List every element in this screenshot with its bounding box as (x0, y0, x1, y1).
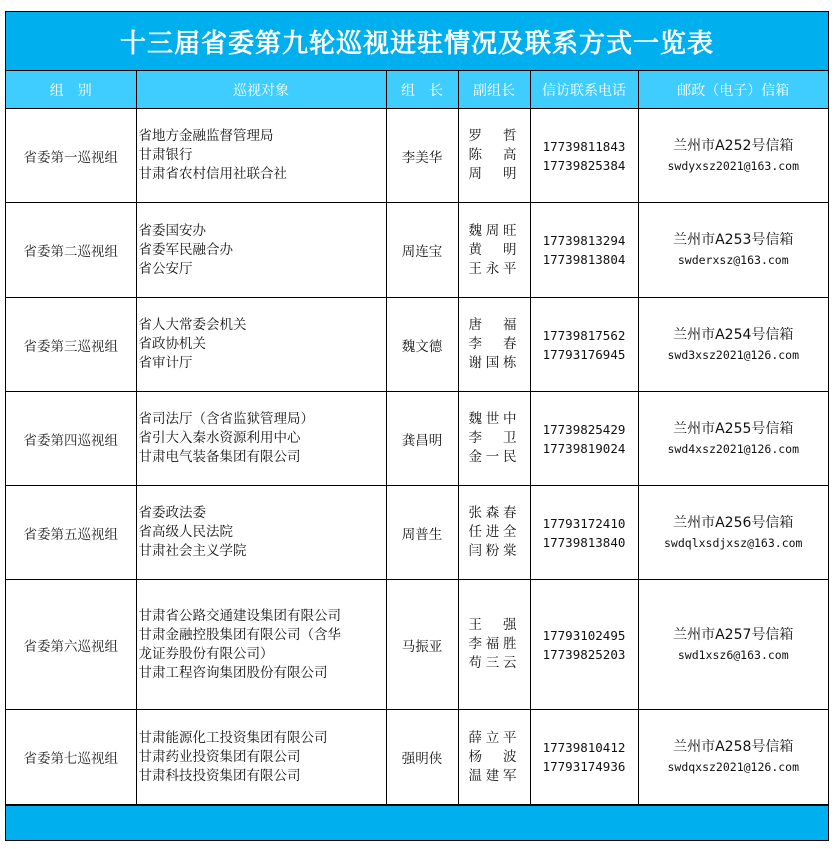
deputy-name: 李卫 (468, 430, 517, 446)
postbox-address: 兰州市A252号信箱 (673, 137, 794, 154)
mailbox-cell (638, 203, 828, 298)
deputy-name: 周明 (468, 166, 517, 182)
mailbox-cell (638, 392, 828, 486)
deputy-name: 任进全 (468, 524, 517, 540)
target-org: 省审计厅 (138, 355, 193, 371)
email-address: swdqxsz2021@126.com (667, 760, 800, 774)
targets-cell (136, 392, 386, 486)
email-address: swd3xsz2021@126.com (667, 347, 800, 362)
deputy-name: 金一民 (468, 449, 517, 465)
mailbox-cell (638, 486, 828, 580)
mailbox-cell (638, 580, 828, 710)
target-org: 甘肃省公路交通建设集团有限公司 (138, 607, 341, 624)
targets-cell (136, 580, 386, 710)
col-header-deputies: 副组长 (458, 71, 530, 109)
group-name: 省委第二巡视组 (23, 244, 118, 260)
email-address: swdqlxsdjxsz@163.com (664, 535, 803, 550)
deputy-name: 张森春 (468, 505, 517, 521)
mailbox-cell (638, 298, 828, 392)
leader-name: 魏文德 (401, 338, 443, 355)
target-org: 省人大常委会机关 (138, 317, 247, 333)
target-org: 甘肃金融控股集团有限公司（含华 (138, 626, 341, 643)
group-name: 省委第五巡视组 (23, 526, 118, 543)
col-header-targets: 巡视对象 (136, 71, 386, 109)
phones-cell (530, 710, 638, 805)
deputies-cell (458, 486, 530, 580)
deputy-name: 闫粉棠 (468, 543, 517, 559)
leader-cell (386, 486, 458, 580)
phone-number: 17793172410 (542, 515, 626, 531)
table-row (6, 203, 828, 298)
phone-number: 17793102495 (542, 627, 626, 643)
group-name-cell (6, 710, 136, 805)
table-footer-band (6, 805, 828, 840)
phone-number: 17739813804 (542, 252, 626, 267)
target-org: 省司法厅（含省监狱管理局） (138, 411, 314, 427)
postbox-address: 兰州市A254号信箱 (673, 326, 794, 343)
table-row (6, 392, 828, 486)
leader-cell (386, 203, 458, 298)
group-name-cell (6, 298, 136, 392)
phones-cell (530, 486, 638, 580)
col-header-mailbox: 邮政（电子）信箱 (638, 71, 828, 109)
postbox-address: 兰州市A257号信箱 (673, 626, 794, 643)
target-org: 甘肃社会主义学院 (138, 543, 247, 559)
table-row (6, 109, 828, 203)
target-org: 省引大入秦水资源利用中心 (138, 430, 301, 446)
postbox-address: 兰州市A253号信箱 (673, 232, 794, 248)
deputy-name: 杨波 (468, 748, 517, 765)
group-name: 省委第七巡视组 (23, 751, 118, 767)
target-org: 甘肃药业投资集团有限公司 (138, 748, 301, 765)
phone-number: 17739825429 (542, 421, 626, 437)
phone-number: 17739819024 (542, 440, 626, 456)
targets-cell (136, 486, 386, 580)
phone-number: 17793174936 (542, 759, 626, 774)
group-name: 省委第六巡视组 (23, 638, 118, 655)
mailbox-cell (638, 109, 828, 203)
email-address: swdyxsz2021@163.com (667, 158, 800, 173)
email-address: swderxsz@163.com (677, 253, 789, 267)
phone-number: 17739813840 (542, 534, 626, 550)
deputies-cell (458, 109, 530, 203)
table-row (6, 486, 828, 580)
leader-cell (386, 109, 458, 203)
leader-name: 强明侠 (401, 751, 443, 767)
targets-cell (136, 109, 386, 203)
group-name: 省委第一巡视组 (23, 149, 118, 166)
deputy-name: 李福胜 (468, 636, 517, 652)
target-org: 龙证券股份有限公司） (138, 645, 274, 662)
deputy-name: 罗哲 (468, 128, 517, 144)
page-title: 十三届省委第九轮巡视进驻情况及联系方式一览表 (6, 12, 828, 71)
deputy-name: 唐福 (468, 317, 517, 333)
leader-name: 周连宝 (401, 244, 443, 260)
targets-cell (136, 298, 386, 392)
phone-number: 17739825384 (542, 157, 626, 173)
col-header-group: 组 别 (6, 71, 136, 109)
deputy-name: 李春 (468, 336, 517, 352)
mailbox-cell (638, 710, 828, 805)
inspection-table-sheet (5, 11, 829, 841)
deputy-name: 魏世中 (468, 411, 517, 427)
target-org: 省委国安办 (138, 222, 206, 239)
deputy-name: 王强 (468, 617, 517, 633)
leader-cell (386, 580, 458, 710)
target-org: 甘肃银行 (138, 147, 193, 163)
target-org: 省地方金融监督管理局 (138, 128, 274, 144)
deputy-name: 温建军 (468, 767, 517, 784)
table-row (6, 580, 828, 710)
phone-number: 17739810412 (542, 740, 626, 755)
leader-cell (386, 710, 458, 805)
phone-number: 17739811843 (542, 138, 626, 154)
postbox-address: 兰州市A258号信箱 (673, 739, 794, 755)
email-address: swd1xsz6@163.com (677, 647, 789, 662)
postbox-address: 兰州市A256号信箱 (673, 514, 794, 531)
leader-cell (386, 392, 458, 486)
group-name-cell (6, 392, 136, 486)
target-org: 省委军民融合办 (138, 241, 233, 258)
deputies-cell (458, 710, 530, 805)
phones-cell (530, 580, 638, 710)
target-org: 甘肃省农村信用社联合社 (138, 166, 287, 182)
phone-number: 17739817562 (542, 327, 626, 343)
target-org: 甘肃电气装备集团有限公司 (138, 449, 301, 465)
phone-number: 17739825203 (542, 646, 626, 662)
phones-cell (530, 392, 638, 486)
deputy-name: 陈高 (468, 147, 517, 163)
deputy-name: 王永平 (468, 260, 517, 277)
targets-cell (136, 203, 386, 298)
table-row (6, 298, 828, 392)
phones-cell (530, 298, 638, 392)
deputies-cell (458, 392, 530, 486)
target-org: 甘肃能源化工投资集团有限公司 (138, 729, 328, 746)
table-header-row (6, 71, 828, 109)
email-address: swd4xsz2021@126.com (667, 441, 800, 456)
deputy-name: 苟三云 (468, 655, 517, 671)
phones-cell (530, 109, 638, 203)
deputies-cell (458, 298, 530, 392)
phones-cell (530, 203, 638, 298)
target-org: 甘肃科技投资集团有限公司 (138, 767, 301, 784)
group-name-cell (6, 580, 136, 710)
group-name: 省委第四巡视组 (23, 432, 118, 449)
col-header-phone: 信访联系电话 (530, 71, 638, 109)
group-name: 省委第三巡视组 (23, 338, 118, 355)
group-name-cell (6, 203, 136, 298)
deputy-name: 薛立平 (468, 729, 517, 746)
leader-cell (386, 298, 458, 392)
deputies-cell (458, 203, 530, 298)
target-org: 省政协机关 (138, 336, 206, 352)
postbox-address: 兰州市A255号信箱 (673, 420, 794, 437)
group-name-cell (6, 109, 136, 203)
deputy-name: 谢国栋 (468, 355, 517, 371)
leader-name: 龚昌明 (401, 432, 443, 449)
inspection-table (6, 71, 828, 805)
deputy-name: 魏周旺 (468, 222, 517, 239)
deputy-name: 黄明 (468, 241, 517, 258)
leader-name: 马振亚 (401, 638, 443, 655)
leader-name: 周普生 (401, 526, 443, 543)
target-org: 省公安厅 (138, 260, 193, 277)
col-header-leader: 组 长 (386, 71, 458, 109)
table-row (6, 710, 828, 805)
phone-number: 17793176945 (542, 346, 626, 362)
target-org: 省高级人民法院 (138, 524, 233, 540)
group-name-cell (6, 486, 136, 580)
target-org: 甘肃工程咨询集团股份有限公司 (138, 664, 328, 681)
phone-number: 17739813294 (542, 233, 626, 248)
leader-name: 李美华 (401, 149, 443, 166)
target-org: 省委政法委 (138, 505, 206, 521)
targets-cell (136, 710, 386, 805)
deputies-cell (458, 580, 530, 710)
